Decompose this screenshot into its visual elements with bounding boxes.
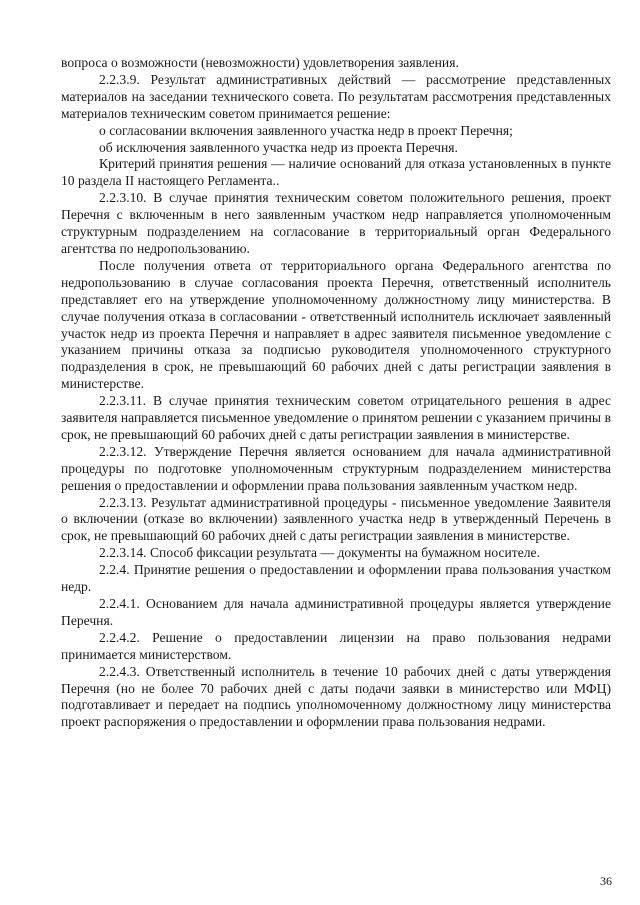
paragraph-continuation: вопроса о возможности (невозможности) удовлетворения заявления. (61, 55, 459, 70)
paragraph-2-2-3-11: 2.2.3.11. В случае принятия техническим советом отрицательного решения в адрес заявителя направляется письменное уведомление о принятом решении с указанием причины в срок, не превышающий 60 рабочих дней с даты регистрации заявления в министерстве. (61, 393, 611, 442)
paragraph-criterion: Критерий принятия решения — наличие оснований для отказа установленных в пункте 10 раздела II настоящего Регламента.. (61, 156, 611, 189)
page-number: 36 (600, 874, 612, 888)
document-page (61, 55, 611, 731)
paragraph-2-2-4: 2.2.4. Принятие решения о предоставлении и оформлении права пользования участком недр. (61, 562, 611, 595)
paragraph-decision-exclude: об исключения заявленного участка недр из проекта Перечня. (99, 139, 458, 155)
paragraph-decision-include: о согласовании включения заявленного участка недр в проект Перечня; (99, 122, 513, 138)
paragraph-2-2-3-10: 2.2.3.10. В случае принятия техническим советом положительного решения, проект Перечня с включенным в него заявленным участком недр направляется уполномоченным структурным подразделением на согласование в территориальный орган Федерального агентства по недропользованию. (61, 190, 611, 256)
paragraph-2-2-3-13: 2.2.3.13. Результат административной процедуры - письменное уведомление Заявителя о включении (отказе во включении) заявленного участка недр в утвержденный Перечень в срок, не превышающий 60 рабочих дней с даты регистрации заявления в министерстве. (61, 494, 611, 544)
paragraph-2-2-3-14: 2.2.3.14. Способ фиксации результата — документы на бумажном носителе. (99, 545, 540, 561)
paragraph-after-response: После получения ответа от территориального органа Федерального агентства по недропользованию в случае согласования проекта Перечня, ответственный исполнитель представляет его на утверждение уполномоченному должностному лицу министерства. В случае получения отказа в согласовании - ответственный исполнитель исключает заявленный участок недр из проекта Перечня и направляет в адрес заявителя письменное уведомление с указанием причины отказа за подписью руководителя уполномоченного структурного подразделения в срок, не превышающий 60 рабочих дней с даты регистрации заявления в министерстве. (61, 257, 611, 392)
paragraph-2-2-4-3: 2.2.4.3. Ответственный исполнитель в течение 10 рабочих дней с даты утверждения Перечня (но не более 70 рабочих дней с даты подачи заявки в министерство или МФЦ) подготавливает и передает на подпись уполномоченному должностному лицу министерства проект распоряжения о предоставлении и оформлении права пользования недрами. (61, 663, 611, 730)
paragraph-2-2-3-9: 2.2.3.9. Результат административных действий — рассмотрение представленных материалов на заседании технического совета. По результатам рассмотрения представленных материалов техническим советом принимается решение: (61, 71, 611, 121)
paragraph-2-2-4-1: 2.2.4.1. Основанием для начала административной процедуры является утверждение Перечня. (61, 596, 611, 628)
paragraph-2-2-4-2: 2.2.4.2. Решение о предоставлении лицензии на право пользования недрами принимается министерством. (61, 629, 611, 662)
paragraph-2-2-3-12: 2.2.3.12. Утверждение Перечня является основанием для начала административной процедуры по подготовке уполномоченным структурным подразделением министерства решения о предоставлении и оформлении права пользования заявленным участком недр. (61, 443, 611, 493)
